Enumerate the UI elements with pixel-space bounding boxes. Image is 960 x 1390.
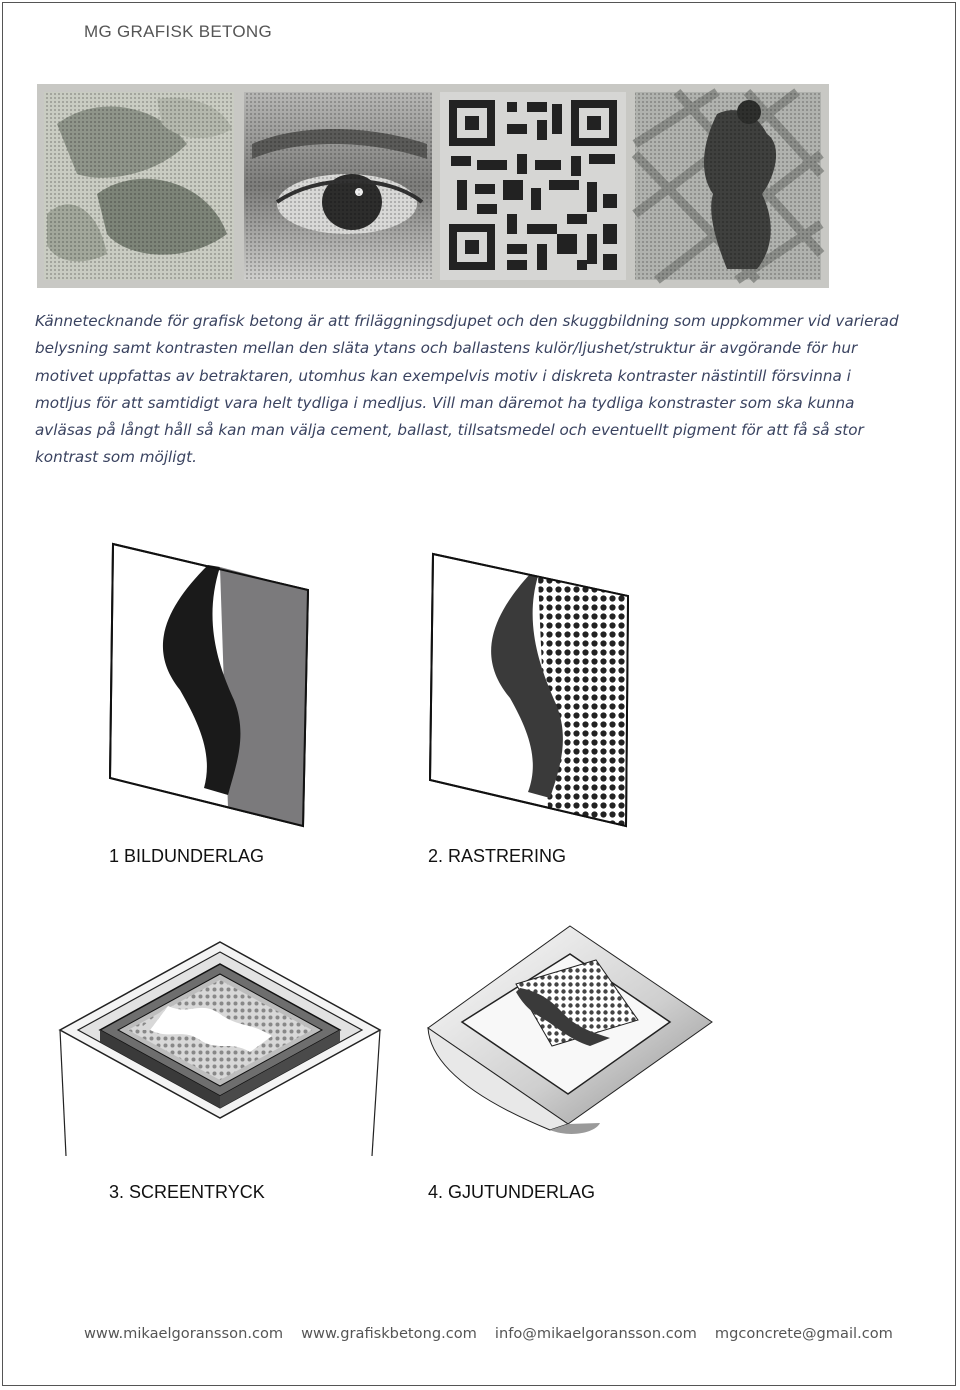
footer-links: [84, 1325, 914, 1342]
page-header: MG GRAFISK BETONG: [84, 22, 273, 41]
step-label-2: 2. RASTRERING: [428, 846, 567, 866]
figure-screen-printing: [50, 930, 390, 1160]
footer-link-email[interactable]: info@mikaelgoransson.com: [494, 1325, 697, 1342]
footer-link-grafiskbetong[interactable]: www.grafiskbetong.com: [301, 1325, 477, 1342]
step-label-1: 1 BILDUNDERLAG: [109, 846, 265, 866]
eye-photo: [244, 92, 432, 280]
qr-photo: [440, 92, 626, 280]
footer-link-website[interactable]: www.mikaelgoransson.com: [84, 1325, 284, 1342]
step-label-4: 4. GJUTUNDERLAG: [428, 1182, 596, 1202]
step-label-3: 3. SCREENTRYCK: [109, 1182, 265, 1202]
leaf-photo: [44, 92, 234, 280]
figure-casting-base: [420, 918, 720, 1148]
dancers-photo: [635, 92, 821, 280]
photo-banner: [37, 84, 829, 288]
intro-paragraph: Kännetecknande för grafisk betong är att friläggningsdjupet och den skuggbildning som uppkommer vid varierad belysning samt kontrasten mellan den släta ytans och ballastens kulör/ljushet/struktur är avgörande för hur motivet uppfattas av betraktaren, utomhus kan exempelvis motiv i diskreta kontraster nästintill försvinna i motljus för att samtidigt vara helt tydliga i medljus. Vill man däremot ha tydliga konstraster som ska kunna avläsas på långt håll så kan man välja cement, ballast, tillsatsmedel och eventuellt pigment för att få så stor kontrast som möjligt.: [35, 312, 899, 467]
figure-rasterization: [428, 540, 638, 830]
footer-link-gmail[interactable]: mgconcrete@gmail.com: [714, 1325, 893, 1342]
figure-image-base: [108, 540, 318, 830]
